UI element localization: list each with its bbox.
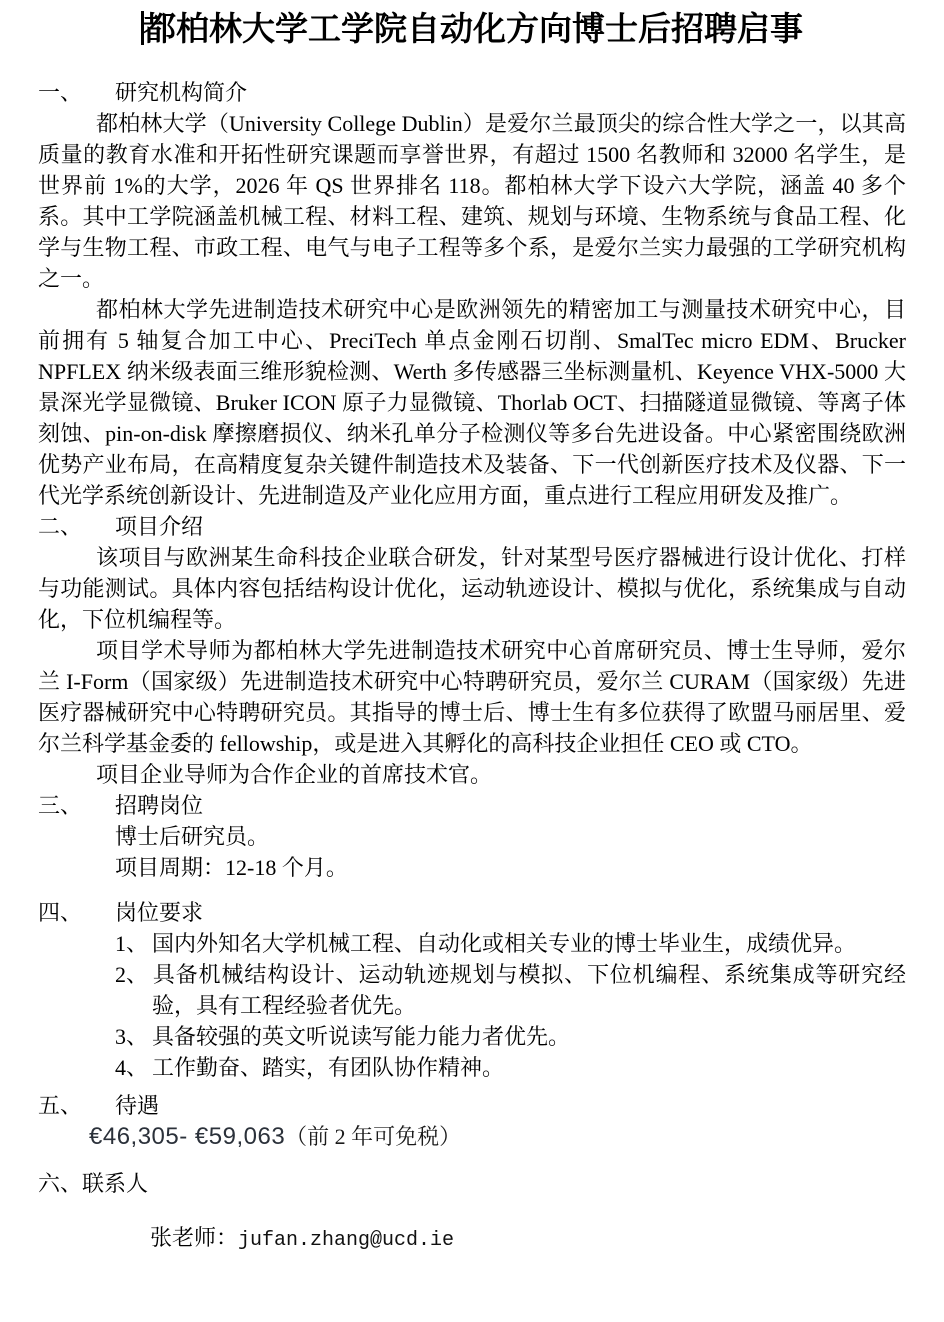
duration-line: 项目周期：12-18 个月。 bbox=[115, 855, 348, 880]
list-item bbox=[115, 959, 906, 1021]
section-number: 二、 bbox=[38, 514, 83, 539]
section-contact bbox=[38, 1168, 906, 1256]
salary-line bbox=[89, 1121, 906, 1152]
section-number: 六、 bbox=[38, 1171, 83, 1196]
section-heading bbox=[38, 77, 906, 108]
paragraph: 项目企业导师为合作企业的首席技术官。 bbox=[96, 762, 493, 787]
list-item bbox=[115, 928, 906, 959]
paragraph: 都柏林大学（University College Dublin）是爱尔兰最顶尖的综合性大学之一，以其高质量的教育水准和开拓性研究课题而享誉世界，有超过 1500 名教师和 32000 名学生，是世界前 1%的大学，2026 年 QS 世界排名 118。都柏林大学下设六大学院，涵盖 40 多个系。其中工学院涵盖机械工程、材料工程、建筑、规划与环境、生物系统与食品工程、化学与生物工程、市政工程、电气与电子工程等多个系，是爱尔兰实力最强的工学研究机构之一。 bbox=[38, 111, 906, 291]
paragraph: 都柏林大学先进制造技术研究中心是欧洲领先的精密加工与测量技术研究中心，目前拥有 5 轴复合加工中心、PreciTech 单点金刚石切削、SmalTec micro EDM、Brucker NPFLEX 纳米级表面三维形貌检测、Werth 多传感器三坐标测量机、Keyence VHX-5000 大景深光学显微镜、Bruker ICON 原子力显微镜、Thorlab OCT、扫描隧道显微镜、等离子体刻蚀、pin-on-disk 摩擦磨损仪、纳米孔单分子检测仪等多台先进设备。中心紧密围绕欧洲优势产业布局，在高精度复杂关键件制造技术及装备、下一代创新医疗技术及仪器、下一代光学系统创新设计、先进制造及产业化应用方面，重点进行工程应用研发及推广。 bbox=[38, 297, 906, 508]
item-text: 具备机械结构设计、运动轨迹规划与模拟、下位机编程、系统集成等研究经验，具有工程经验者优先。 bbox=[152, 962, 906, 1018]
paragraph: 项目学术导师为都柏林大学先进制造技术研究中心首席研究员、博士生导师，爱尔兰 I-Form（国家级）先进制造技术研究中心特聘研究员，爱尔兰 CURAM（国家级）先进医疗器械研究中心特聘研究员。其指导的博士后、博士生有多位获得了欧盟马丽居里、爱尔兰科学基金委的 fellowship，或是进入其孵化的高科技企业担任 CEO 或 CTO。 bbox=[38, 638, 906, 756]
item-text: 具备较强的英文听说读写能力能力者优先。 bbox=[152, 1024, 571, 1049]
paragraph: 该项目与欧洲某生命科技企业联合研发，针对某型号医疗器械进行设计优化、打样与功能测试。具体内容包括结构设计优化，运动轨迹设计、模拟与优化，系统集成与自动化，下位机编程等。 bbox=[38, 545, 906, 632]
item-text: 工作勤奋、踏实，有团队协作精神。 bbox=[152, 1055, 505, 1080]
section-heading-label: 待遇 bbox=[115, 1093, 160, 1118]
page-title bbox=[38, 10, 906, 50]
item-number: 2、 bbox=[115, 962, 149, 987]
item-number: 4、 bbox=[115, 1055, 149, 1080]
section-number: 一、 bbox=[38, 80, 83, 105]
section-heading-label: 项目介绍 bbox=[115, 514, 204, 539]
section-heading bbox=[38, 897, 906, 928]
section-org-intro bbox=[38, 77, 906, 511]
page-title-text: 都柏林大学工学院自动化方向博士后招聘启事 bbox=[143, 12, 803, 48]
position-line: 博士后研究员。 bbox=[115, 824, 270, 849]
section-number: 三、 bbox=[38, 793, 83, 818]
section-number: 五、 bbox=[38, 1093, 83, 1118]
section-number: 四、 bbox=[38, 900, 83, 925]
list-item bbox=[115, 1021, 906, 1052]
item-text: 国内外知名大学机械工程、自动化或相关专业的博士毕业生，成绩优异。 bbox=[152, 931, 857, 956]
section-positions bbox=[38, 790, 906, 883]
section-heading bbox=[38, 511, 906, 542]
contact-line bbox=[150, 1222, 906, 1256]
section-heading-label: 岗位要求 bbox=[115, 900, 204, 925]
list-item bbox=[115, 1052, 906, 1083]
section-heading bbox=[38, 790, 906, 821]
item-number: 3、 bbox=[115, 1024, 149, 1049]
email-address[interactable]: jufan.zhang@ucd.ie bbox=[238, 1229, 455, 1252]
item-number: 1、 bbox=[115, 931, 149, 956]
section-project-intro bbox=[38, 511, 906, 790]
section-heading bbox=[38, 1090, 906, 1121]
contact-name-label: 张老师： bbox=[150, 1225, 239, 1250]
section-heading-label: 招聘岗位 bbox=[115, 793, 204, 818]
section-heading bbox=[38, 1168, 906, 1199]
salary-amount: €46,305- €59,063 bbox=[89, 1123, 286, 1150]
section-heading-label: 联系人 bbox=[82, 1171, 149, 1196]
section-salary bbox=[38, 1090, 906, 1152]
section-heading-label: 研究机构简介 bbox=[115, 80, 248, 105]
salary-note: （前 2 年可免税） bbox=[285, 1124, 462, 1149]
section-requirements bbox=[38, 897, 906, 1083]
